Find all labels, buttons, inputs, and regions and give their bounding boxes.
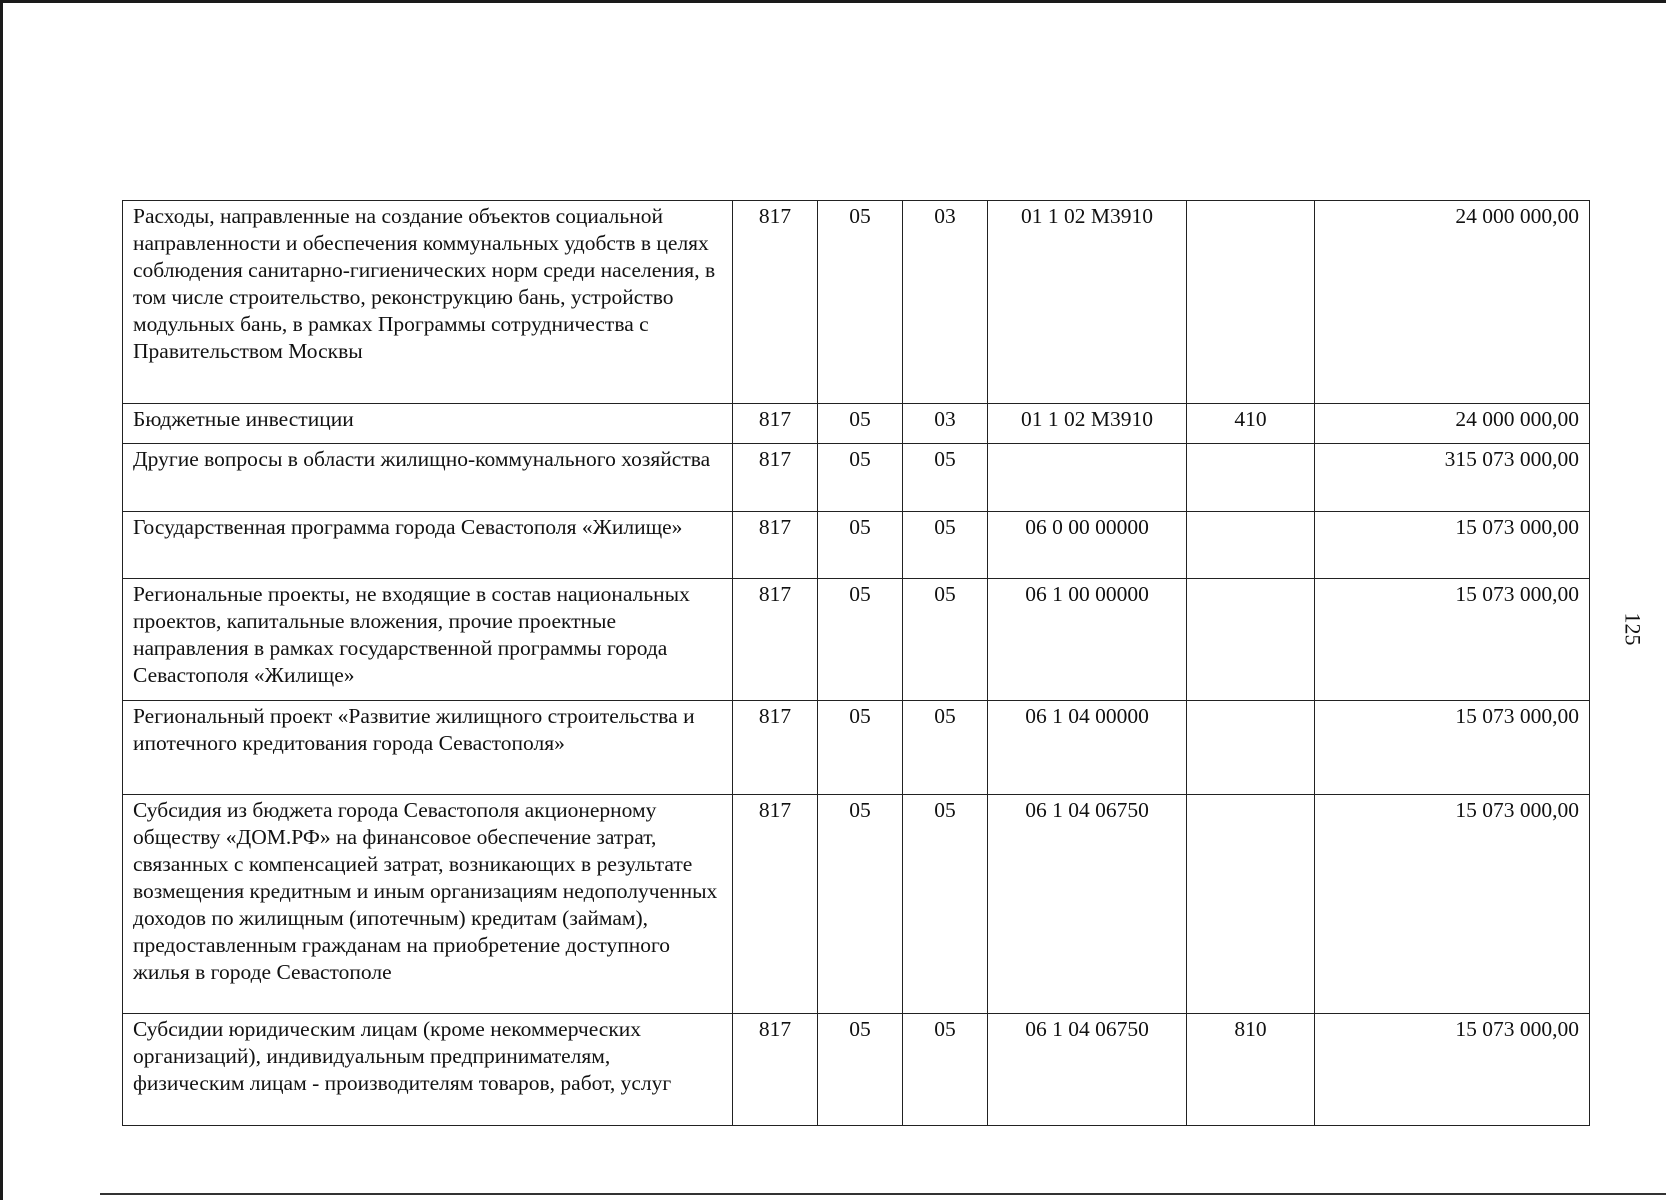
scan-border-left [0,0,3,1200]
pr-code-cell: 05 [903,512,988,579]
rz-code-cell: 05 [818,404,903,444]
table-row [123,404,1590,444]
rz-code-cell: 05 [818,201,903,404]
csr-code-cell: 06 1 00 00000 [988,579,1187,701]
row-name-cell: Региональные проекты, не входящие в состав национальных проектов, капитальные вложения, прочие проектные направления в рамках государственной программы города Севастополя «Жилище» [123,579,733,701]
csr-code-cell [988,444,1187,512]
table-row [123,701,1590,795]
amount-cell: 15 073 000,00 [1315,795,1590,1014]
csr-code-cell: 06 1 04 06750 [988,795,1187,1014]
table-row [123,201,1590,404]
gr-code-cell: 817 [733,512,818,579]
gr-code-cell: 817 [733,701,818,795]
csr-code-cell: 06 0 00 00000 [988,512,1187,579]
rz-code-cell: 05 [818,701,903,795]
csr-code-cell: 06 1 04 06750 [988,1014,1187,1126]
rz-code-cell: 05 [818,1014,903,1126]
amount-cell: 15 073 000,00 [1315,512,1590,579]
amount-cell: 24 000 000,00 [1315,404,1590,444]
pr-code-cell: 03 [903,201,988,404]
scan-border-top [0,0,1666,3]
vr-code-cell [1187,579,1315,701]
csr-code-cell: 01 1 02 M3910 [988,404,1187,444]
table-row [123,444,1590,512]
amount-cell: 15 073 000,00 [1315,1014,1590,1126]
vr-code-cell [1187,201,1315,404]
row-name-cell: Региональный проект «Развитие жилищного строительства и ипотечного кредитования города Севастополя» [123,701,733,795]
gr-code-cell: 817 [733,444,818,512]
amount-cell: 15 073 000,00 [1315,579,1590,701]
rz-code-cell: 05 [818,795,903,1014]
vr-code-cell: 810 [1187,1014,1315,1126]
amount-cell: 15 073 000,00 [1315,701,1590,795]
rz-code-cell: 05 [818,512,903,579]
row-name-cell: Государственная программа города Севастополя «Жилище» [123,512,733,579]
pr-code-cell: 05 [903,579,988,701]
gr-code-cell: 817 [733,795,818,1014]
row-name-cell: Субсидии юридическим лицам (кроме некоммерческих организаций), индивидуальным предпринимателям, физическим лицам - производителям товаров, работ, услуг [123,1014,733,1126]
pr-code-cell: 03 [903,404,988,444]
amount-cell: 24 000 000,00 [1315,201,1590,404]
table-row [123,512,1590,579]
pr-code-cell: 05 [903,701,988,795]
vr-code-cell [1187,701,1315,795]
row-name-cell: Субсидия из бюджета города Севастополя акционерному обществу «ДОМ.РФ» на финансовое обеспечение затрат, связанных с компенсацией затрат, возникающих в результате возмещения кредитным и иным организациям недополученных доходов по жилищным (ипотечным) кредитам (займам), предоставленным гражданам на приобретение доступного жилья в городе Севастополе [123,795,733,1014]
pr-code-cell: 05 [903,795,988,1014]
row-name-cell: Другие вопросы в области жилищно-коммунального хозяйства [123,444,733,512]
rz-code-cell: 05 [818,444,903,512]
table-row [123,795,1590,1014]
csr-code-cell: 01 1 02 M3910 [988,201,1187,404]
row-name-cell: Расходы, направленные на создание объектов социальной направленности и обеспечения коммунальных удобств в целях соблюдения санитарно-гигиенических норм среди населения, в том числе строительство, реконструкцию бань, устройство модульных бань, в рамках Программы сотрудничества с Правительством Москвы [123,201,733,404]
table-row [123,579,1590,701]
gr-code-cell: 817 [733,201,818,404]
pr-code-cell: 05 [903,1014,988,1126]
csr-code-cell: 06 1 04 00000 [988,701,1187,795]
scan-border-bottom [100,1193,1666,1195]
vr-code-cell [1187,512,1315,579]
vr-code-cell: 410 [1187,404,1315,444]
rz-code-cell: 05 [818,579,903,701]
gr-code-cell: 817 [733,579,818,701]
budget-table [122,200,1590,1126]
gr-code-cell: 817 [733,1014,818,1126]
row-name-cell: Бюджетные инвестиции [123,404,733,444]
amount-cell: 315 073 000,00 [1315,444,1590,512]
pr-code-cell: 05 [903,444,988,512]
gr-code-cell: 817 [733,404,818,444]
vr-code-cell [1187,795,1315,1014]
table-row [123,1014,1590,1126]
page-number: 125 [1620,612,1646,646]
vr-code-cell [1187,444,1315,512]
